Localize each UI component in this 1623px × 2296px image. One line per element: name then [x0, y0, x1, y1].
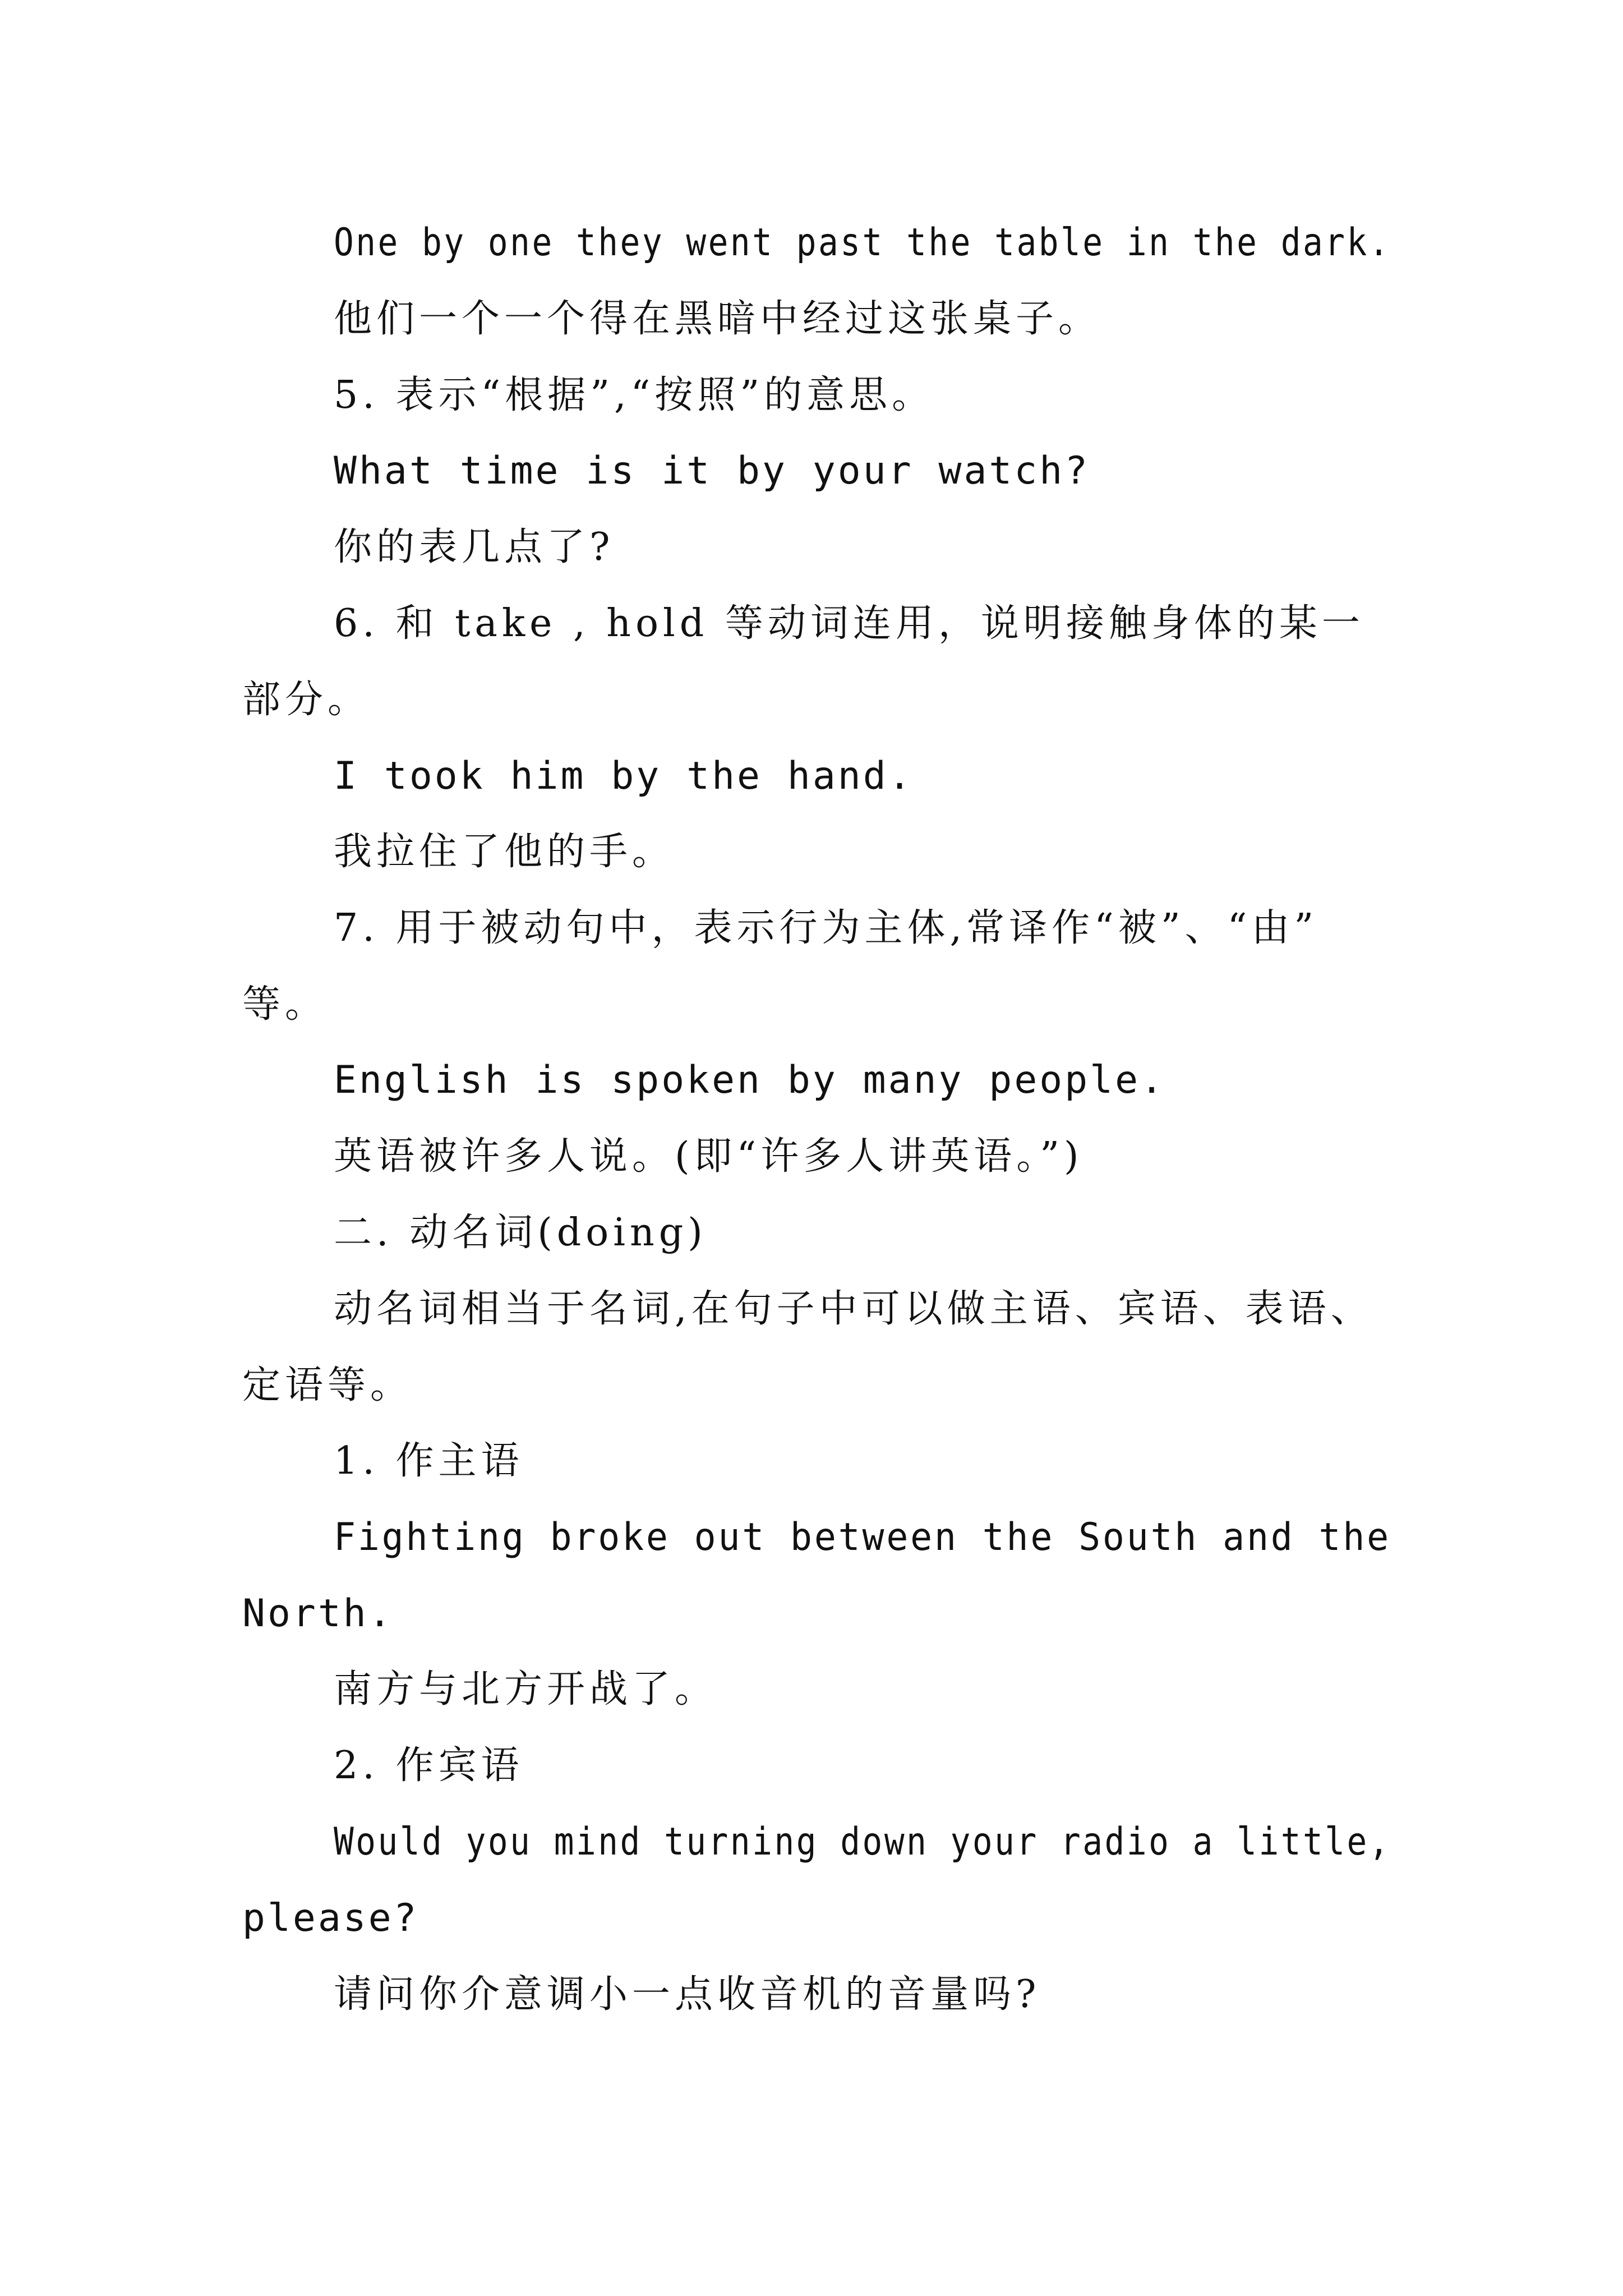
text-line: I took him by the hand. [334, 754, 914, 798]
text-line: 6. 和 take , hold 等动词连用，说明接触身体的某一 [334, 601, 1364, 646]
text-line: One by one they went past the table in the dark. [334, 220, 1391, 265]
text-line: 英语被许多人说。(即“许多人讲英语。”) [334, 1134, 1083, 1179]
text-line: 我拉住了他的手。 [334, 830, 675, 874]
text-line: What time is it by your watch? [334, 449, 1090, 493]
text-line: 他们一个一个得在黑暗中经过这张桌子。 [334, 297, 1101, 341]
text-line: 你的表几点了? [334, 525, 615, 569]
text-line: please? [242, 1896, 419, 1940]
section-heading: 二. 动名词(doing) [334, 1211, 707, 1255]
text-line: North. [242, 1591, 394, 1636]
subsection-heading: 1. 作主语 [334, 1439, 524, 1483]
text-line: Fighting broke out between the South and the [334, 1515, 1391, 1559]
text-line: Would you mind turning down your radio a little, [334, 1820, 1391, 1864]
text-line: English is spoken by many people. [334, 1058, 1166, 1102]
text-line: 7. 用于被动句中，表示行为主体,常译作“被”、“由” [334, 906, 1318, 950]
text-line: 动名词相当于名词,在句子中可以做主语、宾语、表语、 [334, 1287, 1373, 1331]
subsection-heading: 2. 作宾语 [334, 1743, 524, 1788]
text-line: 部分。 [242, 678, 371, 722]
text-line: 5. 表示“根据”,“按照”的意思。 [334, 373, 935, 417]
text-line: 定语等。 [242, 1363, 413, 1407]
text-line: 请问你介意调小一点收音机的音量吗? [334, 1972, 1041, 2017]
text-line: 南方与北方开战了。 [334, 1667, 718, 1711]
text-line: 等。 [242, 982, 328, 1027]
